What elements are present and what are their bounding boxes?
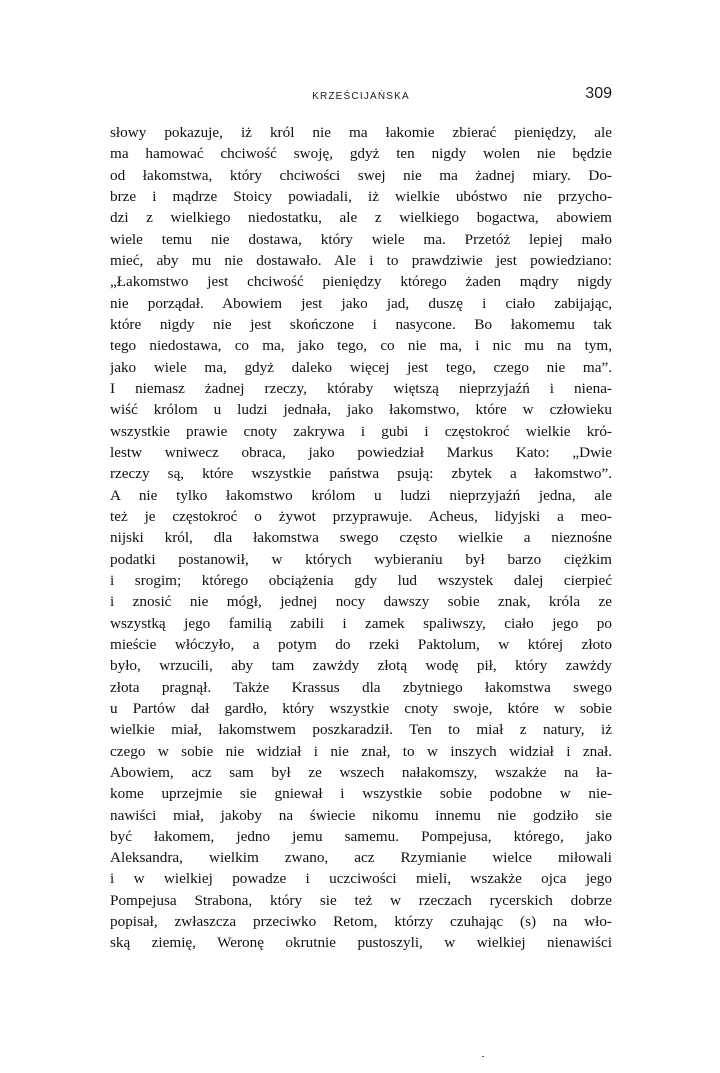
text-line: mieście włóczyło, a potym do rzeki Paktolum, w której złoto — [110, 635, 612, 653]
scan-speck — [482, 1056, 484, 1057]
text-line: I niemasz żadnej rzeczy, któraby więtszą nieprzyjaźń i niena- — [110, 379, 612, 397]
text-line: popisał, zwłaszcza przeciwko Retom, którzy czuhając (s) na wło- — [110, 913, 612, 931]
text-line: i znosić nie mógł, jednej nocy dawszy sobie znak, króla ze — [110, 593, 612, 611]
text-line: rzeczy są, które wszystkie państwa psują: zbytek a łakomstwo”. — [110, 465, 612, 483]
text-line: nijski król, dla łakomstwa swego często wielkie a nieznośne — [110, 529, 612, 547]
text-line: wszystką jego familią zabili i zamek spaliwszy, ciało jego po — [110, 614, 612, 632]
text-line: dzi z wielkiego niedostatku, ale z wielkiego bogactwa, abowiem — [110, 209, 612, 227]
text-line: i w wielkiej powadze i uczciwości mieli, wszakże ojca jego — [110, 870, 612, 888]
text-line: nawiści miał, jakoby na świecie nikomu innemu nie godziło sie — [110, 806, 612, 824]
text-line: wiść królom u ludzi jednała, jako łakomstwo, które w człowieku — [110, 401, 612, 419]
text-line: być łakomem, jedno jemu samemu. Pompejusa, którego, jako — [110, 827, 612, 845]
running-title: KRZEŚCIJAŃSKA — [312, 91, 410, 102]
text-line: tego niedostawa, co ma, jako tego, co nie ma, i nic mu na tym, — [110, 337, 612, 355]
text-line: złota pragnął. Także Krassus dla zbytniego łakomstwa swego — [110, 678, 612, 696]
text-line: jako wiele ma, gdyż daleko więcej jest tego, czego nie ma”. — [110, 358, 612, 376]
text-line: też je częstokroć o żywot przyprawuje. Acheus, lidyjski a meo- — [110, 507, 612, 525]
text-line: i srogim; którego obciążenia gdy lud wszystek dalej cierpieć — [110, 571, 612, 589]
text-line: A nie tylko łakomstwo królom u ludzi nieprzyjaźń jedna, ale — [110, 486, 612, 504]
text-line: nie porządał. Abowiem jest jako jad, duszę i ciało zabijając, — [110, 294, 612, 312]
text-line: wiele temu nie dostawa, który wiele ma. Przetóż lepiej mało — [110, 230, 612, 248]
text-line: ma hamować chciwość swoję, gdyż ten nigdy wolen nie będzie — [110, 145, 612, 163]
text-line: brze i mądrze Stoicy powiadali, iż wielkie ubóstwo nie przycho- — [110, 187, 612, 205]
text-line: słowy pokazuje, iż król nie ma łakomie zbierać pieniędzy, ale — [110, 124, 612, 141]
text-line: podatki postanowił, w których wybieraniu był barzo ciężkim — [110, 550, 612, 568]
text-line: mieć, aby mu nie dostawało. Ale i to prawdziwie jest powiedziano: — [110, 251, 612, 269]
text-line: wielkie miał, łakomstwem poszkaradził. Ten to miał z natury, iż — [110, 721, 612, 739]
text-line: czego w sobie nie widział i nie znał, to w inszych widział i znał. — [110, 742, 612, 760]
text-line: u Partów dał gardło, który wszystkie cnoty swoje, które w sobie — [110, 699, 612, 717]
text-line: Abowiem, acz sam był ze wszech nałakomszy, wszakże na ła- — [110, 763, 612, 781]
text-line: wszystkie prawie cnoty zakrywa i gubi i częstokroć wielkie kró- — [110, 422, 612, 440]
text-line: lestw wniwecz obraca, jako powiedział Markus Kato: „Dwie — [110, 443, 612, 461]
text-line: Aleksandra, wielkim zwano, acz Rzymianie wielce miłowali — [110, 849, 612, 867]
text-line: było, wrzucili, aby tam zawżdy złotą wodę pił, który zawżdy — [110, 657, 612, 675]
running-head — [110, 85, 612, 109]
text-line: od łakomstwa, który chciwości swej nie ma żadnej miary. Do- — [110, 166, 612, 184]
text-line: Pompejusa Strabona, który sie też w rzeczach rycerskich dobrze — [110, 891, 612, 909]
text-line: ską ziemię, Weronę okrutnie pustoszyli, w wielkiej nienawiści — [110, 934, 612, 952]
body-text — [110, 122, 612, 954]
text-line: „Łakomstwo jest chciwość pieniędzy którego żaden mądry nigdy — [110, 273, 612, 291]
text-line: kome uprzejmie sie gniewał i wszystkie sobie podobne w nie- — [110, 785, 612, 803]
page-number: 309 — [585, 85, 612, 102]
text-line: które nigdy nie jest skończone i nasycone. Bo łakomemu tak — [110, 315, 612, 333]
